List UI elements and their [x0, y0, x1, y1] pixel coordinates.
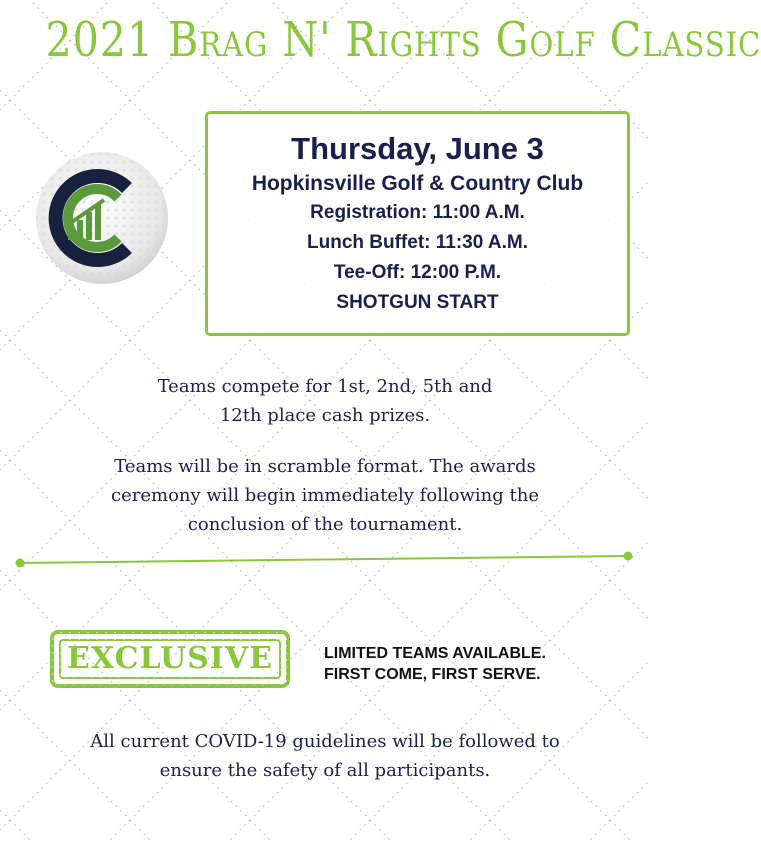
covid-line-1: All current COVID-19 guidelines will be followed to	[90, 731, 560, 752]
prizes-line-2: 12th place cash prizes.	[219, 405, 431, 426]
golf-ball-logo-icon	[24, 150, 174, 285]
start-type: SHOTGUN START	[336, 292, 499, 313]
limited-teams-text	[324, 643, 624, 685]
format-line-3: conclusion of the tournament.	[187, 514, 463, 535]
tee-off-time: Tee-Off: 12:00 P.M.	[333, 262, 502, 283]
format-line-1: Teams will be in scramble format. The awards	[114, 456, 536, 477]
limited-line-2: FIRST COME, FIRST SERVE.	[324, 666, 541, 683]
event-date: Thursday, June 3	[291, 131, 544, 166]
registration-time: Registration: 11:00 A.M.	[310, 202, 525, 223]
covid-line-2: ensure the safety of all participants.	[159, 760, 491, 781]
section-divider	[14, 552, 636, 566]
format-text	[0, 452, 650, 539]
badge-label: EXCLUSIVE	[67, 641, 273, 676]
covid-text	[0, 727, 650, 785]
event-venue: Hopkinsville Golf & Country Club	[251, 172, 584, 195]
lunch-time: Lunch Buffet: 11:30 A.M.	[307, 232, 528, 253]
limited-line-1: LIMITED TEAMS AVAILABLE.	[324, 645, 546, 662]
event-info-box	[205, 111, 630, 336]
format-line-2: ceremony will begin immediately following the	[111, 485, 539, 506]
exclusive-badge	[50, 630, 290, 688]
prizes-line-1: Teams compete for 1st, 2nd, 5th and	[157, 376, 493, 397]
page-title: 2021 Brag N' Rights Golf Classic	[45, 12, 761, 68]
prizes-text	[0, 372, 650, 430]
